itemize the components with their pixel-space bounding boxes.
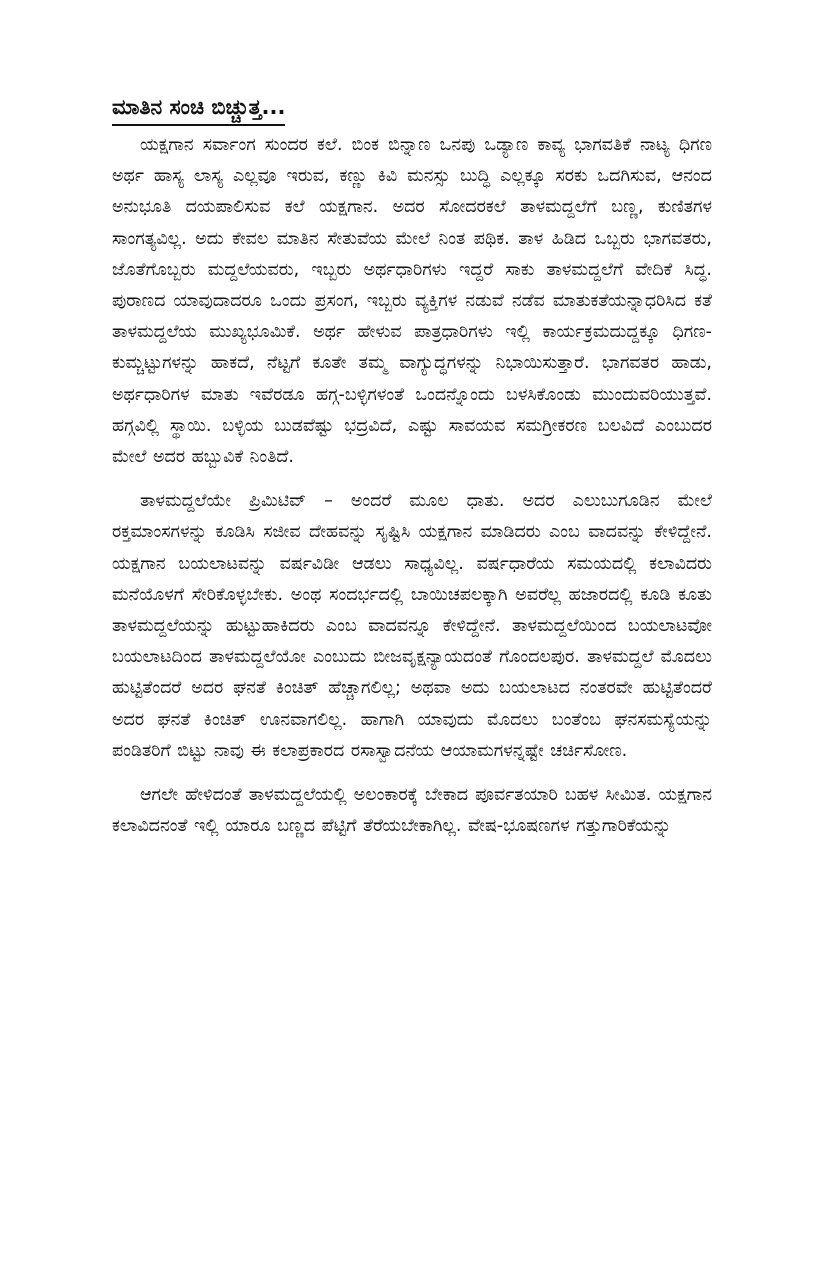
paragraph-1: ಯಕ್ಷಗಾನ ಸರ್ವಾಂಗ ಸುಂದರ ಕಲೆ. ಬಿಂಕ ಬಿನ್ನಾಣ ಒನಪು ಒಡ್ಯಾಣ ಕಾವ್ಯ ಭಾಗವತಿಕೆ ನಾಟ್ಯ ಧಿಗಣ ಅರ್ಥ ಹಾಸ್ಯ ಲಾಸ್ಯ ಎಲ್ಲವೂ ಇರುವ, ಕಣ್ಣು ಕಿವಿ ಮನಸ್ಸು ಬುದ್ಧಿ ಎಲ್ಲಕ್ಕೂ ಸರಕು ಒದಗಿಸುವ, ಆನಂದ ಅನುಭೂತಿ ದಯಪಾಲಿಸುವ ಕಲೆ ಯಕ್ಷಗಾನ. ಅದರ ಸೋದರಕಲೆ ತಾಳಮದ್ದಲೆಗೆ ಬಣ್ಣ, ಕುಣಿತಗಳ ಸಾಂಗತ್ಯವಿಲ್ಲ. ಅದು ಕೇವಲ ಮಾತಿನ ಸೇತುವೆಯ ಮೇಲೆ ನಿಂತ ಪಥಿಕ. ತಾಳ ಹಿಡಿದ ಒಬ್ಬರು ಭಾಗವತರು, ಜೊತೆಗೊಬ್ಬರು ಮದ್ದಲೆಯವರು, ಇಬ್ಬರು ಅರ್ಥಧಾರಿಗಳು ಇದ್ದರೆ ಸಾಕು ತಾಳಮದ್ದಲೆಗೆ ವೇದಿಕೆ ಸಿದ್ಧ. ಪುರಾಣದ ಯಾವುದಾದರೂ ಒಂದು ಪ್ರಸಂಗ, ಇಬ್ಬರು ವ್ಯಕ್ತಿಗಳ ನಡುವೆ ನಡೆವ ಮಾತುಕತೆಯನ್ನಾಧರಿಸಿದ ಕತೆ ತಾಳಮದ್ದಲೆಯ ಮುಖ್ಯಭೂಮಿಕೆ. ಅರ್ಥ ಹೇಳುವ ಪಾತ್ರಧಾರಿಗಳು ಇಲ್ಲಿ ಕಾರ್ಯಕ್ರಮದುದ್ದಕ್ಕೂ ಧಿಗಣ-ಕುಮ್ಚಟ್ಟುಗಳನ್ನು ಹಾಕದೆ, ನೆಟ್ಟಗೆ ಕೂತೇ ತಮ್ಮ ವಾಗ್ಯುದ್ಧಗಳನ್ನು ನಿಭಾಯಿಸುತ್ತಾರೆ. ಭಾಗವತರ ಹಾಡು, ಅರ್ಥಧಾರಿಗಳ ಮಾತು ಇವೆರಡೂ ಹಗ್ಗ-ಬಳ್ಳಿಗಳಂತೆ ಒಂದನ್ನೊಂದು ಬಳಸಿಕೊಂಡು ಮುಂದುವರಿಯುತ್ತವೆ. ಹಗ್ಗವಿಲ್ಲಿ ಸ್ಥಾಯಿ. ಬಳ್ಳಿಯ ಬುಡವೆಷ್ಟು ಭದ್ರವಿದೆ, ಎಷ್ಟು ಸಾವಯವ ಸಮಗ್ರೀಕರಣ ಬಲವಿದೆ ಎಂಬುದರ ಮೇಲೆ ಅದರ ಹಬ್ಬುವಿಕೆ ನಿಂತಿದೆ.: [112, 135, 712, 468]
document-page: [112, 92, 712, 855]
section-heading: ಮಾತಿನ ಸಂಚಿ ಬಿಚ್ಚುತ್ತ...: [112, 92, 285, 126]
paragraph-3: ಆಗಲೇ ಹೇಳಿದಂತೆ ತಾಳಮದ್ದಲೆಯಲ್ಲಿ ಅಲಂಕಾರಕ್ಕೆ ಬೇಕಾದ ಪೂರ್ವತಯಾರಿ ಬಹಳ ಸೀಮಿತ. ಯಕ್ಷಗಾನ ಕಲಾವಿದನಂತೆ ಇಲ್ಲಿ ಯಾರೂ ಬಣ್ಣದ ಪೆಟ್ಟಿಗೆ ತೆರೆಯಬೇಕಾಗಿಲ್ಲ. ವೇಷ-ಭೂಷಣಗಳ ಗತ್ತುಗಾರಿಕೆಯನ್ನು: [112, 785, 712, 837]
paragraph-2: ತಾಳಮದ್ದಲೆಯೇ ಪ್ರಿಮಿಟಿವ್ – ಅಂದರೆ ಮೂಲ ಧಾತು. ಅದರ ಎಲುಬುಗೂಡಿನ ಮೇಲೆ ರಕ್ತಮಾಂಸಗಳನ್ನು ಕೂಡಿಸಿ ಸಜೀವ ದೇಹವನ್ನು ಸೃಷ್ಟಿಸಿ ಯಕ್ಷಗಾನ ಮಾಡಿದರು ಎಂಬ ವಾದವನ್ನು ಕೇಳಿದ್ದೇನೆ. ಯಕ್ಷಗಾನ ಬಯಲಾಟವನ್ನು ವರ್ಷವಿಡೀ ಆಡಲು ಸಾಧ್ಯವಿಲ್ಲ. ವರ್ಷಧಾರೆಯ ಸಮಯದಲ್ಲಿ ಕಲಾವಿದರು ಮನೆಯೊಳಗೆ ಸೇರಿಕೊಳ್ಳಬೇಕು. ಅಂಥ ಸಂದರ್ಭದಲ್ಲಿ ಬಾಯಿಚಪಲಕ್ಕಾಗಿ ಅವರೆಲ್ಲ ಹಜಾರದಲ್ಲಿ ಕೂಡಿ ಕೂತು ತಾಳಮದ್ದಲೆಯನ್ನು ಹುಟ್ಟುಹಾಕಿದರು ಎಂಬ ವಾದವನ್ನೂ ಕೇಳಿದ್ದೇನೆ. ತಾಳಮದ್ದಲೆಯಿಂದ ಬಯಲಾಟವೋ ಬಯಲಾಟದಿಂದ ತಾಳಮದ್ದಲೆಯೋ ಎಂಬುದು ಬೀಜವೃಕ್ಷನ್ಯಾಯದಂತೆ ಗೊಂದಲಪುರ. ತಾಳಮದ್ದಲೆ ಮೊದಲು ಹುಟ್ಟಿತೆಂದರೆ ಅದರ ಘನತೆ ಕಿಂಚಿತ್ ಹೆಚ್ಚಾಗಲಿಲ್ಲ; ಅಥವಾ ಅದು ಬಯಲಾಟದ ನಂತರವೇ ಹುಟ್ಟಿತೆಂದರೆ ಅದರ ಘನತೆ ಕಿಂಚಿತ್ ಊನವಾಗಲಿಲ್ಲ. ಹಾಗಾಗಿ ಯಾವುದು ಮೊದಲು ಬಂತೆಂಬ ಘನಸಮಸ್ಯೆಯನ್ನು ಪಂಡಿತರಿಗೆ ಬಿಟ್ಟು ನಾವು ಈ ಕಲಾಪ್ರಕಾರದ ರಸಾಸ್ವಾದನೆಯ ಆಯಾಮಗಳನ್ನಷ್ಟೇ ಚರ್ಚಿಸೋಣ.: [112, 491, 712, 761]
